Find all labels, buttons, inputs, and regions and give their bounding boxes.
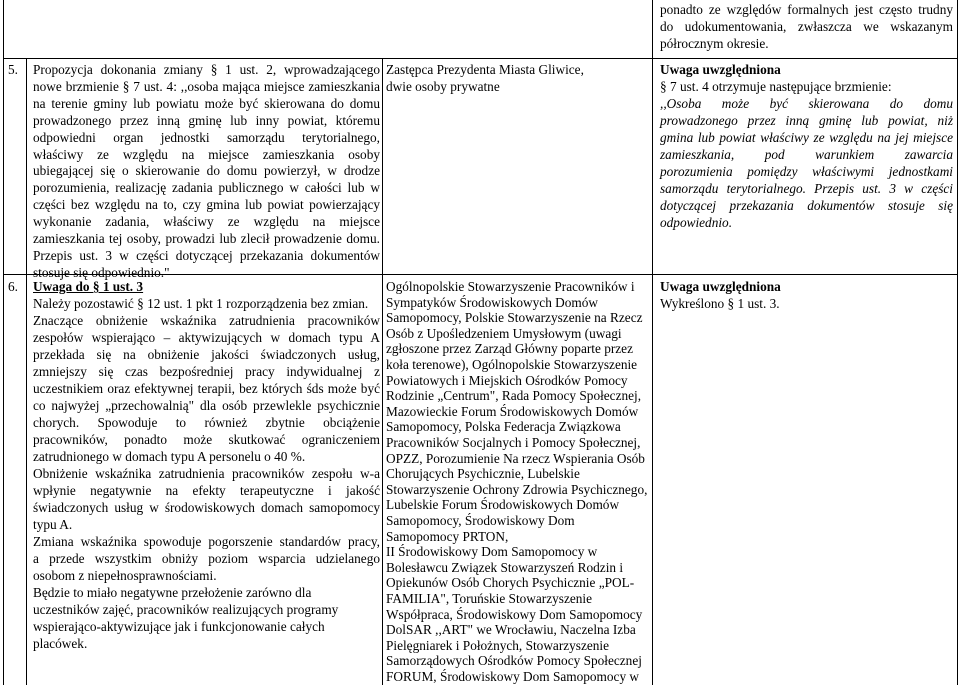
text-line: prowadzonego przez inną gminę lub inny powiat, któremu <box>33 112 380 128</box>
table-border-left <box>3 0 4 685</box>
text-line: Przepis ust. 3 w części dotyczącej przekazania dokumentów <box>33 247 380 263</box>
text-line: dwie osoby prywatne <box>386 79 500 94</box>
text-line: odpowiedni organ jednostki samorządu terytorialnego, <box>33 129 380 145</box>
text-line: Lubelskie Forum Środowiskowych Domów <box>386 497 620 513</box>
text-line: typu A. <box>33 517 73 532</box>
column-divider-2 <box>382 58 383 685</box>
text-line: chorych. Spowoduje to również zbytnie obciążenie <box>33 415 380 430</box>
text-line: uczestnikiem oraz efektywnej terapii, bez których śds może być <box>33 381 380 396</box>
text-line: II Środowiskowy Dom Samopomocy w <box>386 544 598 560</box>
text-line: Stowarzyszenie Ochrony Zdrowia Psychicznego, <box>386 481 648 497</box>
text-line: gmina lub powiat właściwy ze względu na jej miejsce <box>660 130 953 145</box>
text-line: ,,Osoba może być skierowana do domu <box>660 96 953 111</box>
text-line: prowadzonego przez inną gminę lub powiat, niż <box>660 113 953 128</box>
row-5-number: 5. <box>8 62 18 77</box>
text-line: wykonanie zadania, właściwy ze względu na miejsce <box>33 214 380 230</box>
text-line: Sympatyków Środowiskowych Domów <box>386 294 599 310</box>
text-line: DolSAR ,,ART" we Wrocławiu, Naczelna Izba <box>386 622 636 638</box>
proposal-title: Uwaga do § 1 ust. 3 <box>33 279 144 294</box>
text-line: właściwy ze względu na miejsce zamieszkania osoby <box>33 146 380 162</box>
text-line: zatrudnionego w domach typu A personelu o 40 %. <box>33 449 306 464</box>
text-line: zespołów wspierająco – aktywizujących w domach typu A <box>33 330 380 345</box>
text-line: Będzie to miało negatywne przełożenie zarówno dla <box>33 585 312 600</box>
text-line: osobom z niepełnosprawnościami. <box>33 568 217 583</box>
text-line: części bez względu na to, czy gmina lub powiat powierzający <box>33 197 380 213</box>
response-title: Uwaga uwzględniona <box>660 62 781 77</box>
text-line: odpowiednio. <box>660 215 733 230</box>
text-line: dotyczącej przekazania dokumentów stosuje się <box>660 198 953 213</box>
text-line: Mazowieckie Forum Środowiskowych Domów <box>386 403 639 419</box>
text-line: Znaczące obniżenie wskaźnika zatrudnienia pracowników <box>33 313 380 328</box>
table-border-right <box>957 0 958 685</box>
text-line: Wykreślono § 1 ust. 3. <box>660 296 780 311</box>
text-line: stosuje się odpowiednio." <box>33 264 170 280</box>
text-line: wpłynie negatywnie na efekty terapeutyczne i jakość <box>33 483 380 498</box>
text-line: Pielęgniarek i Położnych, Stowarzyszenie <box>386 637 610 653</box>
text-line: Samopomocy, Polska Federacja Związkowa <box>386 419 621 435</box>
row-6-number: 6. <box>8 279 18 294</box>
column-divider-1 <box>26 58 27 685</box>
text-line: ponadto ze względów formalnych jest często trudny <box>660 2 953 17</box>
text-line: Opiekunów Osób Chorych Psychicznie „POL- <box>386 575 635 591</box>
text-line: co najwyżej „przechowalnią" dla osób przewlekle psychicznie <box>33 398 380 413</box>
text-line: na terenie gminy lub powiatu może być skierowana do domu <box>33 95 380 111</box>
text-line: zamieszkania, pod warunkiem zawarcia <box>660 147 953 162</box>
text-line: porozumienia, realizację zadania publicznego w całości lub w <box>33 180 380 196</box>
text-line: Samopomocy PRTON, <box>386 528 509 544</box>
text-line: Powiatowych i Miejskich Ośrodków Pomocy <box>386 372 628 388</box>
text-line: Osób z Upośledzeniem Umysłowym (uwagi <box>386 325 622 341</box>
text-line: § 7 ust. 4 otrzymuje następujące brzmienie: <box>660 79 892 94</box>
text-line: zgłoszone przez Zarząd Główny poparte przez <box>386 341 633 357</box>
text-line: pracowników, ponadto może skutkować ograniczeniem <box>33 432 380 447</box>
text-line: Rodzinie „Centrum", Rada Pomocy Społecznej, <box>386 388 642 404</box>
column-divider-3 <box>652 0 653 685</box>
response-title: Uwaga uwzględniona <box>660 279 781 294</box>
text-line: Pracowników Socjalnych i Pomocy Społecznej, <box>386 435 641 450</box>
text-line: Bolesławcu Związek Stowarzyszeń Rodzin i <box>386 559 624 575</box>
text-line: samorządu terytorialnego. Przepis ust. 3 w części <box>660 181 953 196</box>
text-line: Samorządowych Ośrodków Pomocy Społecznej <box>386 653 642 669</box>
text-line: a przede wszystkim obniży poziom wsparcia udzielanego <box>33 551 380 566</box>
text-line: FAMILIA", Toruńskie Stowarzyszenie <box>386 591 593 606</box>
text-line: ubiegającej się o skierowanie do domu powierzył, w drodze <box>33 163 380 179</box>
text-line: FORUM, Środowiskowy Dom Samopomocy w <box>386 669 640 684</box>
text-line: Samopomocy, Polskie Stowarzyszenie na Rzecz <box>386 310 643 326</box>
text-line: Obniżenie wskaźnika zatrudnienia pracowników zespołu w-a <box>33 466 380 481</box>
text-line: do udokumentowania, zwłaszcza we wskazanym <box>660 19 953 34</box>
text-line: zamieszkania tej osoby, prowadzi lub zlecił prowadzenie domu. <box>33 231 380 246</box>
text-line: Chorujących Psychicznie, Lubelskie <box>386 466 580 482</box>
text-line: zmniejszy się czas bezpośredniej pracy indywidualnej z <box>33 364 380 379</box>
text-line: OPZZ, Porozumienie Na rzecz Wspierania Osób <box>386 450 645 466</box>
text-line: porozumienia pomiędzy właściwymi jednostkami <box>660 164 953 179</box>
text-line: Współpraca, Środowiskowy Dom Samopomocy <box>386 606 643 622</box>
text-line: koła terenowe), Ogólnopolskie Stowarzyszenie <box>386 357 638 372</box>
text-line: uczestników zajęć, pracowników realizujących programy <box>33 602 339 617</box>
text-line: Zastępca Prezydenta Miasta Gliwice, <box>386 62 584 77</box>
text-line: przekłada się na obniżenie jakości świadczonych usług, <box>33 347 380 362</box>
text-line: nowe brzmienie § 7 ust. 4: ,,osoba mająca miejsce zamieszkania <box>33 78 380 94</box>
text-line: Ogólnopolskie Stowarzyszenie Pracowników i <box>386 279 635 294</box>
text-line: półrocznym okresie. <box>660 36 769 51</box>
text-line: Propozycja dokonania zmiany § 1 ust. 2, wprowadzającego <box>33 62 380 77</box>
text-line: placówek. <box>33 636 88 651</box>
row-separator-4-5 <box>3 58 958 59</box>
text-line: wspierająco-aktywizujące jak i funkcjonowanie całych <box>33 619 325 634</box>
text-line: Zmiana wskaźnika spowoduje pogorszenie standardów pracy, <box>33 534 380 549</box>
text-line: Należy pozostawić § 12 ust. 1 pkt 1 rozporządzenia bez zmian. <box>33 296 369 311</box>
text-line: świadczonych usług w środowiskowych domach samopomocy <box>33 500 380 515</box>
text-line: Samopomocy, Środowiskowy Dom <box>386 513 575 528</box>
